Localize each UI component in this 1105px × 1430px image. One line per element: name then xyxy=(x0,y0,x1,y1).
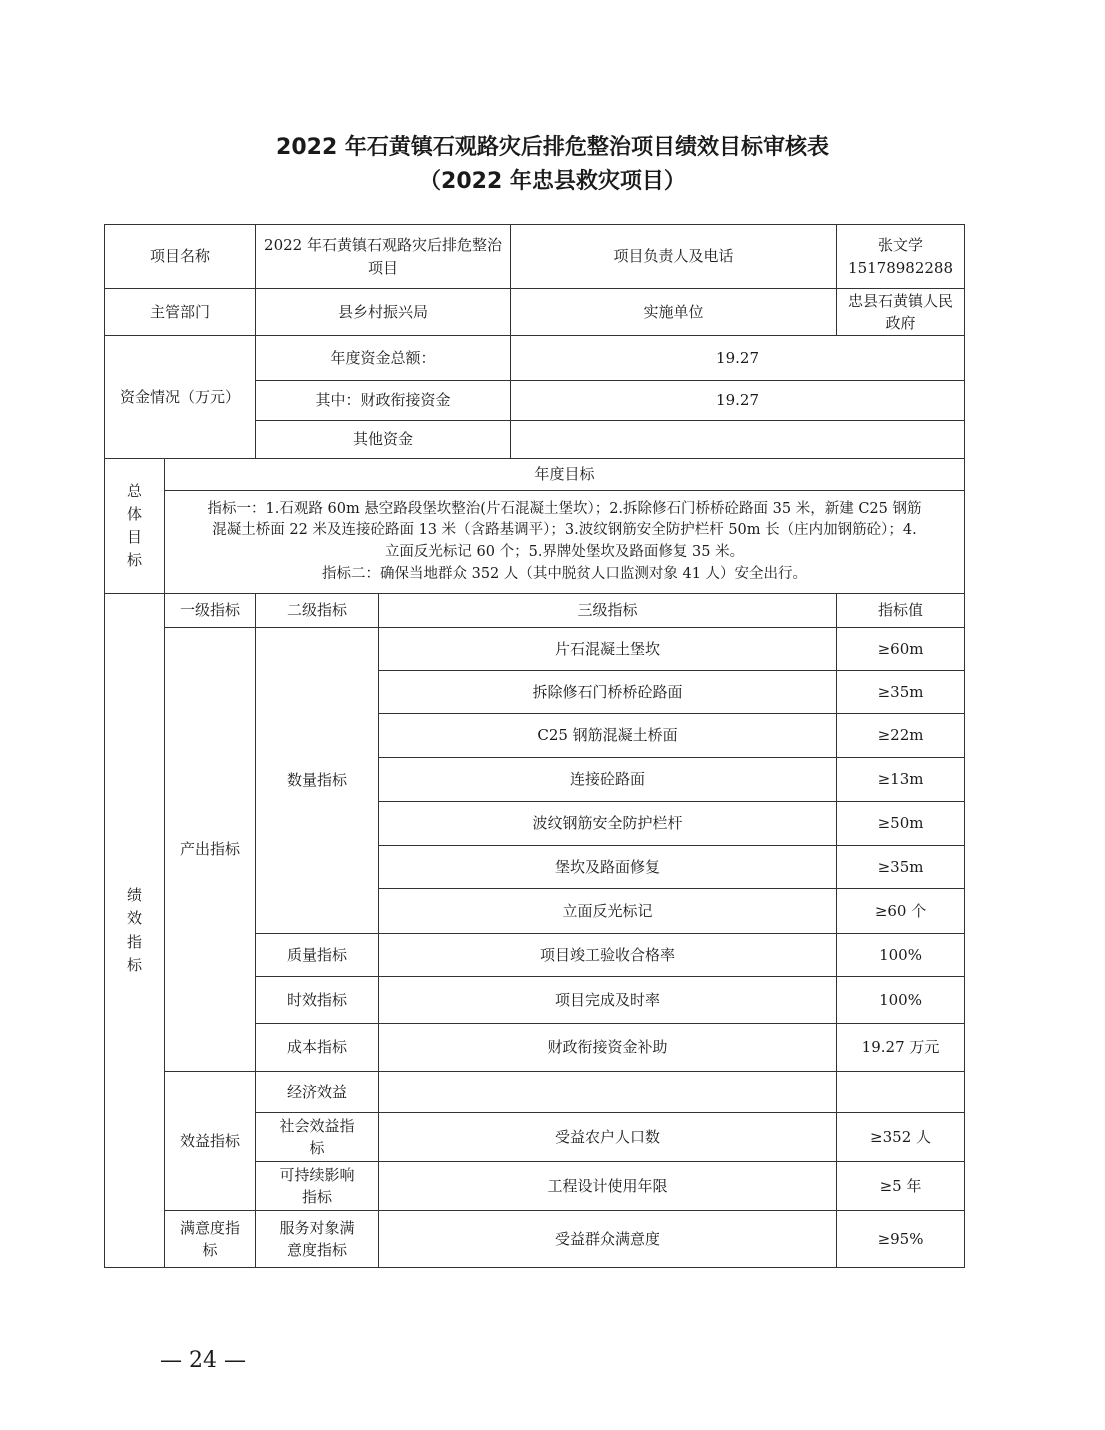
quantity-item-value: ≥60 个 xyxy=(837,889,965,934)
col-value: 指标值 xyxy=(837,594,965,628)
quality-value: 100% xyxy=(837,934,965,977)
funds-label: 资金情况（万元） xyxy=(105,336,256,459)
annual-goal-text: 指标一：1.石观路 60m 悬空路段堡坎整治(片石混凝土堡坎）；2.拆除修石门桥桥砼路面 35 米，新建 C25 钢筋 混凝土桥面 22 米及连接砼路面 13 米（含路基调平）；3.波纹钢筋安全防护栏杆 50m 长（庄内加钢筋砼）；4. 立面反光标记 60 个；5.界牌处堡坎及路面修复 35 米。 指标二：确保当地群众 352 人（其中脱贫人口监测对象 41 人）安全出行。 xyxy=(165,491,965,594)
timeliness-name: 项目完成及时率 xyxy=(379,977,837,1024)
cost-label: 成本指标 xyxy=(256,1024,379,1072)
overall-goal-label: 总体目标 xyxy=(105,459,165,594)
funds-fiscal-value: 19.27 xyxy=(511,381,965,421)
social-name: 受益农户人口数 xyxy=(379,1113,837,1162)
quantity-item-value: ≥35m xyxy=(837,671,965,714)
satisfaction-label: 满意度指标 xyxy=(165,1211,256,1268)
quantity-item-name: 拆除修石门桥桥砼路面 xyxy=(379,671,837,714)
impl-label: 实施单位 xyxy=(511,289,837,336)
page-number: — 24 — xyxy=(160,1348,246,1373)
table-row xyxy=(105,628,965,671)
col-level2: 二级指标 xyxy=(256,594,379,628)
satisfaction-name: 受益群众满意度 xyxy=(379,1211,837,1268)
cost-value: 19.27 万元 xyxy=(837,1024,965,1072)
quantity-item-value: ≥50m xyxy=(837,802,965,846)
cost-name: 财政衔接资金补助 xyxy=(379,1024,837,1072)
project-name-value: 2022 年石黄镇石观路灾后排危整治项目 xyxy=(256,225,511,289)
social-value: ≥352 人 xyxy=(837,1113,965,1162)
economic-value xyxy=(837,1072,965,1113)
economic-name xyxy=(379,1072,837,1113)
quantity-item-value: ≥60m xyxy=(837,628,965,671)
row-perf-header xyxy=(105,594,965,628)
quantity-item-name: C25 钢筋混凝土桥面 xyxy=(379,714,837,758)
funds-total-label: 年度资金总额： xyxy=(256,336,511,381)
timeliness-label: 时效指标 xyxy=(256,977,379,1024)
annual-goal-label: 年度目标 xyxy=(165,459,965,491)
performance-target-table xyxy=(104,224,965,1268)
owner-value: 张文学 15178982288 xyxy=(837,225,965,289)
row-annual-goal-header xyxy=(105,459,965,491)
quantity-item-name: 片石混凝土堡坎 xyxy=(379,628,837,671)
impl-value: 忠县石黄镇人民政府 xyxy=(837,289,965,336)
quantity-item-name: 连接砼路面 xyxy=(379,758,837,802)
timeliness-value: 100% xyxy=(837,977,965,1024)
satisfaction-value: ≥95% xyxy=(837,1211,965,1268)
funds-total-value: 19.27 xyxy=(511,336,965,381)
quantity-item-name: 立面反光标记 xyxy=(379,889,837,934)
social-label: 社会效益指标 xyxy=(256,1113,379,1162)
sustain-name: 工程设计使用年限 xyxy=(379,1162,837,1211)
quality-name: 项目竣工验收合格率 xyxy=(379,934,837,977)
quality-label: 质量指标 xyxy=(256,934,379,977)
quantity-item-value: ≥22m xyxy=(837,714,965,758)
service-label: 服务对象满意度指标 xyxy=(256,1211,379,1268)
document-title: 2022 年石黄镇石观路灾后排危整治项目绩效目标审核表 xyxy=(276,135,829,160)
row-funds-total xyxy=(105,336,965,381)
table-row xyxy=(105,1211,965,1268)
project-name-label: 项目名称 xyxy=(105,225,256,289)
quantity-item-name: 波纹钢筋安全防护栏杆 xyxy=(379,802,837,846)
quantity-label: 数量指标 xyxy=(256,628,379,934)
perf-label: 绩效指标 xyxy=(105,594,165,1268)
row-project-name xyxy=(105,225,965,289)
sustain-value: ≥5 年 xyxy=(837,1162,965,1211)
quantity-item-value: ≥13m xyxy=(837,758,965,802)
col-level1: 一级指标 xyxy=(165,594,256,628)
table-row xyxy=(105,1072,965,1113)
economic-label: 经济效益 xyxy=(256,1072,379,1113)
funds-other-label: 其他资金 xyxy=(256,421,511,459)
output-label: 产出指标 xyxy=(165,628,256,1072)
row-annual-goal-text xyxy=(105,491,965,594)
quantity-item-value: ≥35m xyxy=(837,846,965,889)
dept-value: 县乡村振兴局 xyxy=(256,289,511,336)
funds-fiscal-label: 其中：财政衔接资金 xyxy=(256,381,511,421)
funds-other-value xyxy=(511,421,965,459)
col-level3: 三级指标 xyxy=(379,594,837,628)
sustain-label: 可持续影响指标 xyxy=(256,1162,379,1211)
benefit-label: 效益指标 xyxy=(165,1072,256,1211)
dept-label: 主管部门 xyxy=(105,289,256,336)
owner-label: 项目负责人及电话 xyxy=(511,225,837,289)
document-subtitle: （2022 年忠县救灾项目） xyxy=(419,169,686,194)
quantity-item-name: 堡坎及路面修复 xyxy=(379,846,837,889)
row-department xyxy=(105,289,965,336)
